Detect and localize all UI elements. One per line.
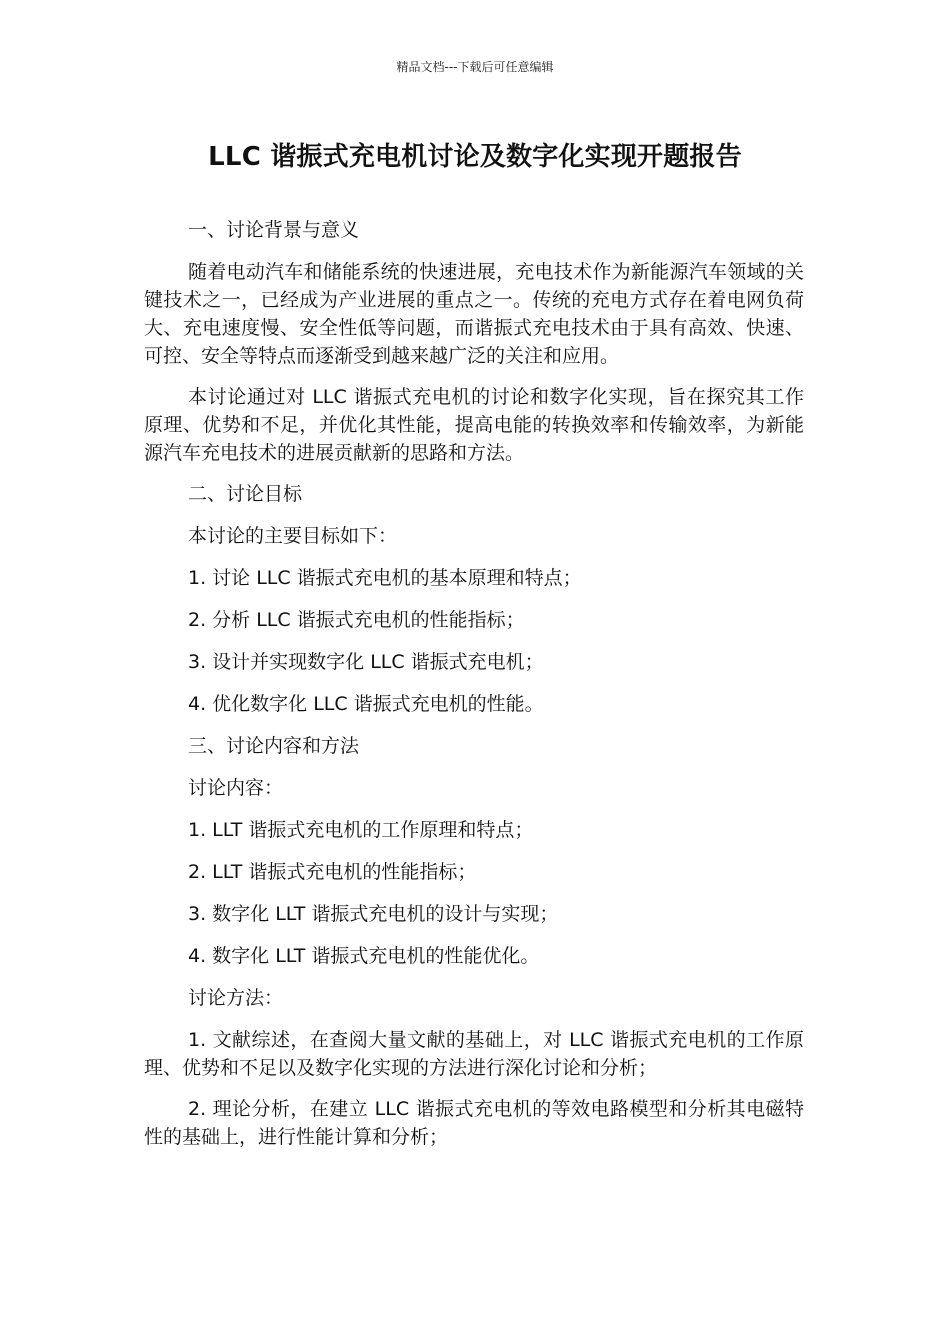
- goal-item-3: 3. 设计并实现数字化 LLC 谐振式充电机；: [188, 651, 544, 673]
- goal-item-1: 1. 讨论 LLC 谐振式充电机的基本原理和特点；: [188, 567, 582, 589]
- page-header: 精品文档---下载后可任意编辑: [396, 60, 554, 74]
- content-intro: 讨论内容：: [188, 777, 284, 799]
- paragraph-background: 随着电动汽车和储能系统的快速进展，充电技术作为新能源汽车领域的关键技术之一，已经成为产业进展的重点之一。传统的充电方式存在着电网负荷大、充电速度慢、安全性低等问题，而谐振式充电技术由于具有高效、快速、可控、安全等特点而逐渐受到越来越广泛的关注和应用。: [144, 261, 804, 367]
- method-item-2: 2. 理论分析，在建立 LLC 谐振式充电机的等效电路模型和分析其电磁特性的基础上，进行性能计算和分析；: [144, 1098, 804, 1148]
- content-item-4: 4. 数字化 LLT 谐振式充电机的性能优化。: [188, 945, 540, 967]
- method-item-1: 1. 文献综述，在查阅大量文献的基础上，对 LLC 谐振式充电机的工作原理、优势和不足以及数字化实现的方法进行深化讨论和分析；: [144, 1029, 804, 1079]
- section-heading-1: 一、讨论背景与意义: [188, 219, 360, 241]
- content-item-1: 1. LLT 谐振式充电机的工作原理和特点；: [188, 819, 534, 841]
- goal-item-4: 4. 优化数字化 LLC 谐振式充电机的性能。: [188, 693, 544, 715]
- content-item-2: 2. LLT 谐振式充电机的性能指标；: [188, 861, 477, 883]
- content-item-3: 3. 数字化 LLT 谐振式充电机的设计与实现；: [188, 903, 559, 925]
- document-title: LLC 谐振式充电机讨论及数字化实现开题报告: [208, 142, 742, 172]
- document-body: [144, 216, 804, 1164]
- goals-intro: 本讨论的主要目标如下：: [188, 525, 398, 547]
- section-heading-2: 二、讨论目标: [188, 483, 303, 505]
- goal-item-2: 2. 分析 LLC 谐振式充电机的性能指标；: [188, 609, 525, 631]
- paragraph-purpose: 本讨论通过对 LLC 谐振式充电机的讨论和数字化实现，旨在探究其工作原理、优势和不足，并优化其性能，提高电能的转换效率和传输效率，为新能源汽车充电技术的进展贡献新的思路和方法。: [144, 386, 804, 464]
- method-intro: 讨论方法：: [188, 987, 284, 1009]
- section-heading-3: 三、讨论内容和方法: [188, 735, 360, 757]
